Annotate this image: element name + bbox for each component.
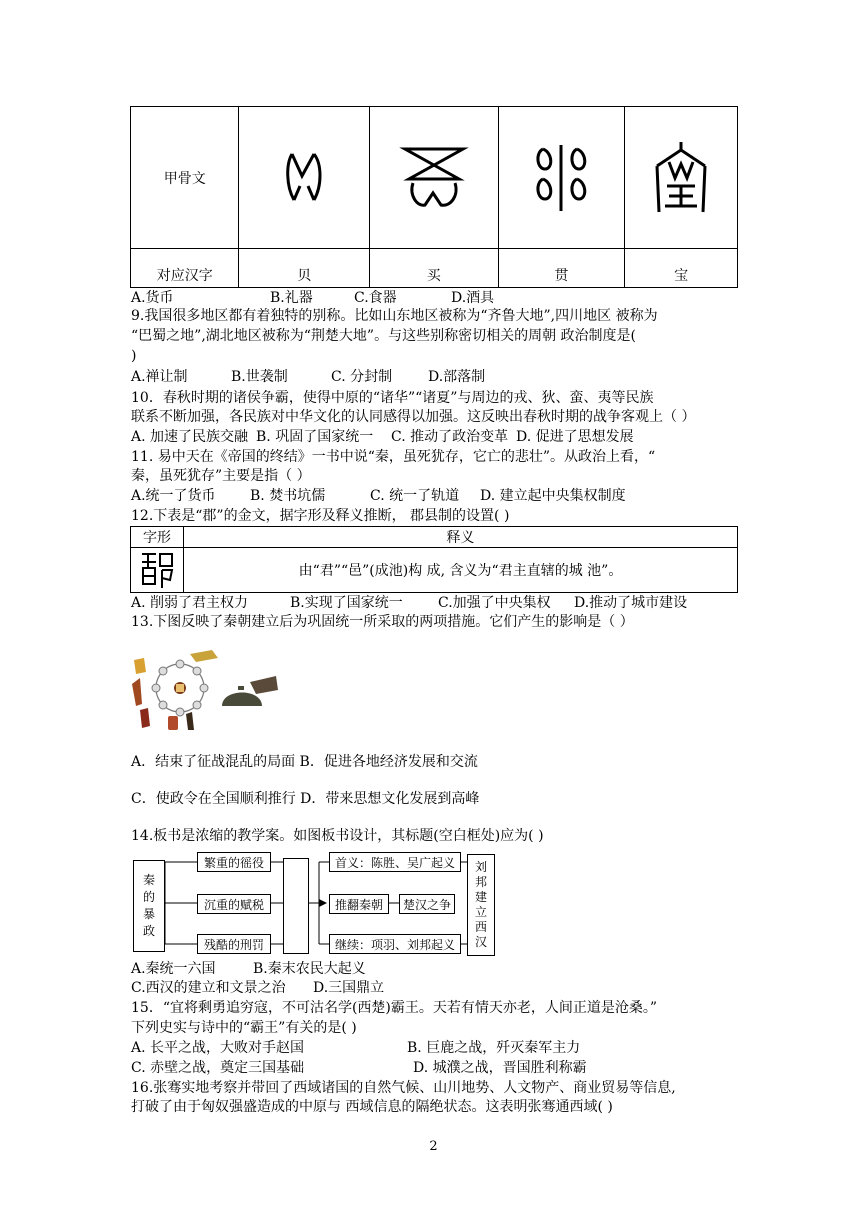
q15-option-a: A. 长平之战，大败对手赵国 <box>131 1040 305 1056</box>
q14-option-d: D.三国鼎立 <box>313 980 385 996</box>
q14-option-b: B.秦末农民大起义 <box>253 961 366 977</box>
q14-option-a: A.秦统一六国 <box>131 961 216 977</box>
q8-option-c: C.食器 <box>354 290 397 306</box>
diagram-right-char: 建 <box>474 890 487 904</box>
q14-options-row1 <box>131 960 366 978</box>
q10-option-b: B. 巩固了国家统一 <box>256 429 374 445</box>
q16-text-line2: 打破了由于匈奴强盛造成的中原与 西域信息的隔绝状态。这表明张骞通西域( ) <box>131 1099 613 1115</box>
q15-option-b: B. 巨鹿之战，歼灭秦军主力 <box>407 1040 581 1056</box>
q9-option-b: B.世袭制 <box>231 369 288 385</box>
diagram-chu-han-box: 楚汉之争 <box>399 894 455 914</box>
oracle-char-bao: 宝 <box>625 249 738 288</box>
q9-option-a: A.禅让制 <box>131 369 188 385</box>
diagram-qin-tyranny-box <box>133 860 165 952</box>
q9-text-line2: “巴蜀之地”,湖北地区被称为“荆楚大地”。与这些别称密切相关的周朝 政治制度是( <box>131 328 636 344</box>
diagram-liu-bang-box <box>467 854 495 956</box>
q8-options <box>131 289 494 307</box>
q11-option-a: A.统一了货币 <box>131 488 216 504</box>
oracle-bao-icon <box>653 140 709 216</box>
q10-text-line2: 联系不断加强，各民族对中华文化的认同感得以加强。这反映出春秋时期的战争客观上（ ） <box>131 409 696 425</box>
diagram-first-uprising-box: 首义：陈胜、吴广起义 <box>329 852 461 872</box>
jun-meaning-text: 由“君”“邑”(成池)构 成, 含义为“君主直辖的城 池”。 <box>184 548 738 593</box>
q9-text-line1: 9.我国很多地区都有着独特的别称。比如山东地区被称为“齐鲁大地”,四川地区 被称为 <box>131 308 658 324</box>
q12-option-c: C.加强了中央集权 <box>438 595 551 611</box>
q11-option-b: B. 焚书坑儒 <box>250 488 326 504</box>
q12-option-a: A. 削弱了君主权力 <box>131 595 249 611</box>
q14-text-line1: 14.板书是浓缩的教学案。如图板书设计，其标题(空白框处)应为( ) <box>131 828 544 844</box>
q11-text-line1: 11. 易中天在《帝国的终结》一书中说“秦，虽死犹存，它亡的悲壮”。从政治上看，“ <box>131 449 656 465</box>
diagram-left-char: 政 <box>142 924 155 938</box>
jun-table-header-meaning: 释义 <box>184 527 738 548</box>
q11-options <box>131 487 626 505</box>
oracle-row2-label: 对应汉字 <box>131 249 239 288</box>
oracle-char-guan: 贯 <box>498 249 625 288</box>
diagram-tax-box: 沉重的赋税 <box>197 894 271 914</box>
q15-options-row2 <box>131 1059 587 1077</box>
diagram-right-char: 立 <box>474 905 487 919</box>
q12-option-b: B.实现了国家统一 <box>290 595 403 611</box>
diagram-left-char: 暴 <box>142 907 155 921</box>
q10-text-line1: 10．春秋时期的诸侯争霸，使得中原的“诸华”“诸夏”与周边的戎、狄、蛮、夷等民族 <box>131 390 654 406</box>
oracle-guan-icon <box>531 143 591 213</box>
diagram-corvee-box: 繁重的徭役 <box>197 852 271 872</box>
jun-bronze-glyph-icon <box>140 550 174 590</box>
q15-option-c: C. 赤壁之战，奠定三国基础 <box>131 1060 305 1076</box>
oracle-bei-icon <box>284 150 324 206</box>
q9-text-line3: ) <box>131 348 137 364</box>
q8-option-b: B.礼器 <box>270 290 313 306</box>
q14-option-c: C.西汉的建立和文景之治 <box>131 980 286 996</box>
oracle-bone-table <box>130 106 738 288</box>
q12-options <box>131 594 687 612</box>
oracle-row-label: 甲骨文 <box>131 107 239 249</box>
q12-text-line1: 12.下表是“郡”的金文，据字形及释义推断， 郡县制的设置( ) <box>131 508 510 524</box>
diagram-left-char: 秦 <box>142 873 155 887</box>
q12-option-d: D.推动了城市建设 <box>574 595 688 611</box>
diagram-overthrow-qin-box: 推翻秦朝 <box>329 894 389 914</box>
q9-option-c: C. 分封制 <box>331 369 393 385</box>
diagram-right-char: 刘 <box>474 860 487 874</box>
oracle-mai-icon <box>399 143 469 213</box>
q11-option-c: C. 统一了轨道 <box>370 488 460 504</box>
q9-options <box>131 368 485 386</box>
diagram-left-char: 的 <box>142 890 155 904</box>
q15-text-line1: 15．“宜将剩勇追穷寇，不可沽名学(西楚)霸王。天若有情天亦老，人间正道是沧桑。” <box>131 1000 658 1016</box>
diagram-blank-title-box <box>283 858 309 954</box>
q8-option-d: D.酒具 <box>451 290 495 306</box>
q13-options-line2: C．使政令在全国顺利推行 D．带来思想文化发展到高峰 <box>131 791 480 807</box>
q16-text-line1: 16.张骞实地考察并带回了西域诸国的自然气候、山川地势、人文物产、商业贸易等信息, <box>131 1080 676 1096</box>
diagram-right-char: 邦 <box>474 875 487 889</box>
q11-option-d: D. 建立起中央集权制度 <box>480 488 626 504</box>
page-number: 2 <box>429 1139 438 1154</box>
qin-coins-and-measures-image <box>130 648 280 734</box>
jun-table-header-form: 字形 <box>131 527 184 548</box>
q15-options-row1 <box>131 1039 580 1057</box>
q10-option-c: C. 推动了政治变革 <box>391 429 509 445</box>
q9-option-d: D.部落制 <box>428 369 486 385</box>
oracle-char-bei: 贝 <box>239 249 370 288</box>
q14-blackboard-diagram <box>131 850 495 960</box>
q10-options <box>131 428 634 446</box>
q10-option-d: D. 促进了思想发展 <box>516 429 634 445</box>
diagram-continue-uprising-box: 继续：项羽、刘邦起义 <box>329 934 461 954</box>
diagram-right-char: 汉 <box>474 935 487 949</box>
diagram-right-char: 西 <box>474 920 487 934</box>
jun-character-table <box>130 526 738 593</box>
q15-text-line2: 下列史实与诗中的“霸王”有关的是( ) <box>131 1020 357 1036</box>
oracle-char-mai: 买 <box>369 249 498 288</box>
diagram-punishment-box: 残酷的刑罚 <box>197 934 271 954</box>
q13-options-line1: A．结束了征战混乱的局面 B．促进各地经济发展和交流 <box>131 754 478 770</box>
q11-text-line2: 秦，虽死犹存”主要是指（ ） <box>131 468 311 484</box>
q15-option-d: D. 城濮之战，晋国胜利称霸 <box>413 1060 587 1076</box>
q8-option-a: A.货币 <box>131 290 174 306</box>
q13-text-line1: 13.下图反映了秦朝建立后为巩固统一所采取的两项措施。它们产生的影响是（ ） <box>131 614 634 630</box>
q14-options-row2 <box>131 979 384 997</box>
q10-option-a: A. 加速了民族交融 <box>131 429 249 445</box>
